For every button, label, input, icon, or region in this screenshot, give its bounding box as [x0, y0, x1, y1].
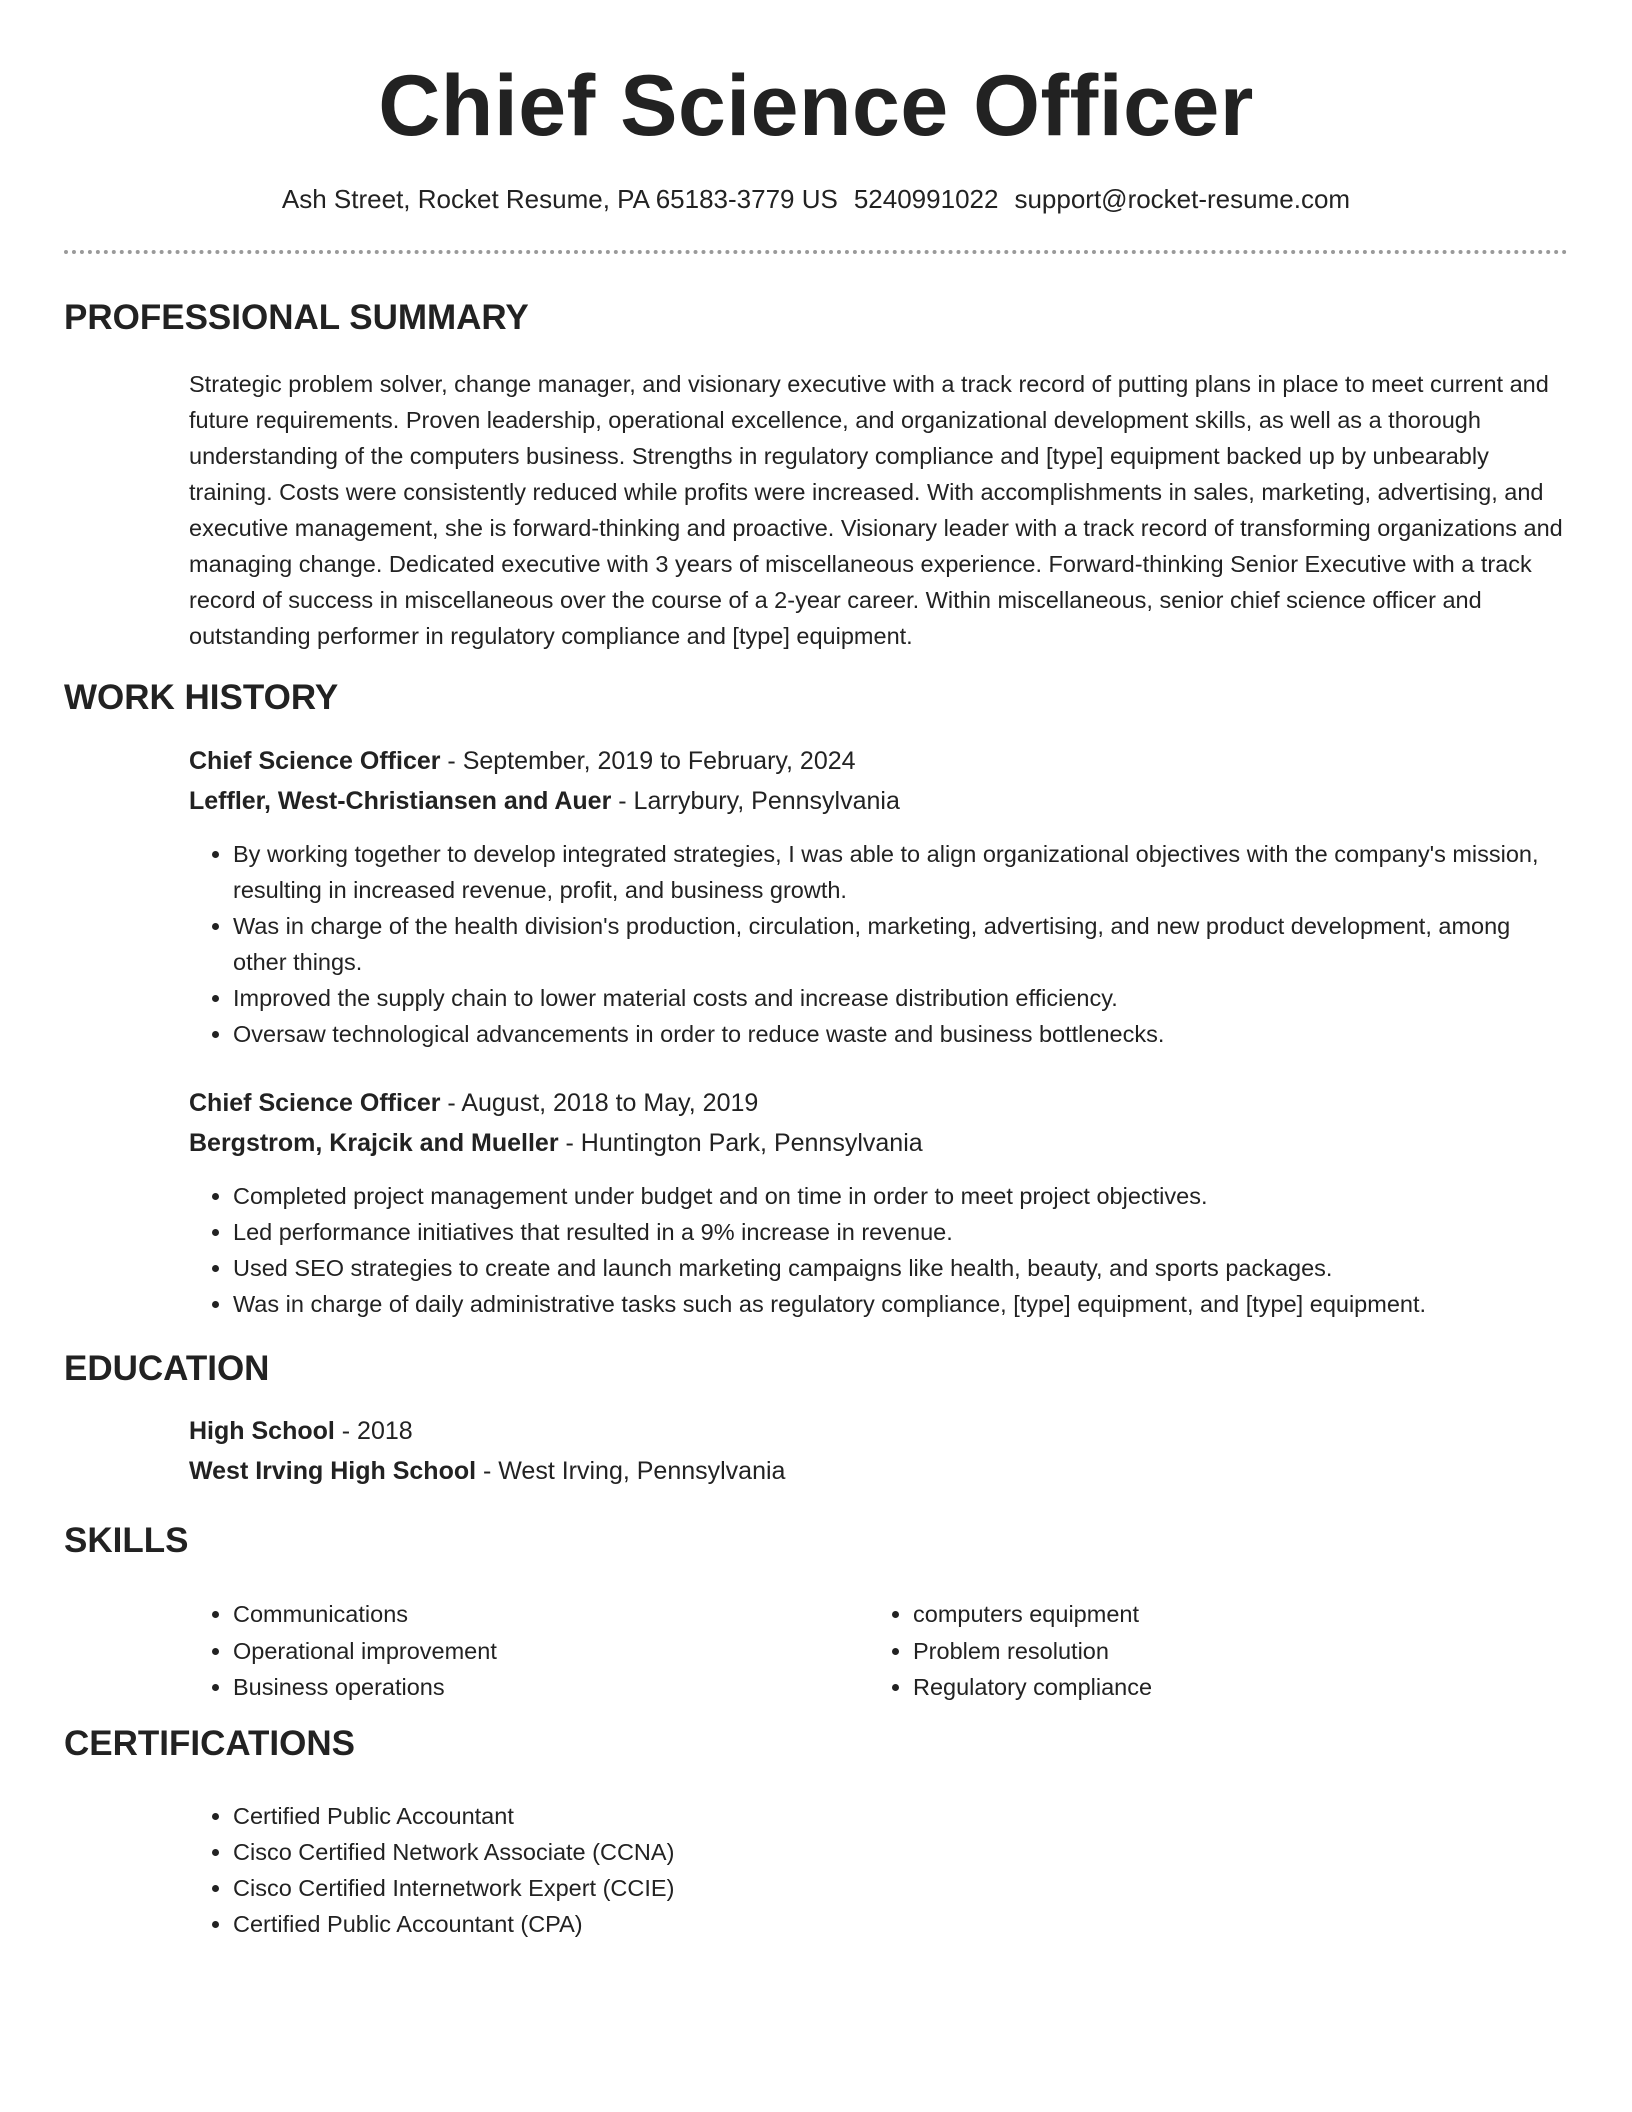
list-item: • computers equipment	[913, 1596, 1549, 1633]
job-1-company: Leffler, West-Christiansen and Auer	[189, 787, 612, 815]
list-item: • Certified Public Accountant (CPA)	[233, 1906, 1569, 1942]
education-school: West Irving High School	[189, 1457, 477, 1485]
skills-right-list	[869, 1596, 1549, 1706]
list-item: • Was in charge of daily administrative tasks such as regulatory compliance, [type] equipment, and [type] equipment.	[233, 1286, 1569, 1322]
list-item: • Cisco Certified Network Associate (CCNA)	[233, 1834, 1569, 1870]
job-1-title-line	[189, 744, 856, 778]
list-item: • Regulatory compliance	[913, 1669, 1549, 1706]
job-2-role: Chief Science Officer	[189, 1089, 441, 1117]
list-item: • Completed project management under budget and on time in order to meet project objectives.	[233, 1178, 1569, 1214]
list-item: • Certified Public Accountant	[233, 1798, 1569, 1834]
contact-line	[0, 182, 1632, 216]
summary-heading: PROFESSIONAL SUMMARY	[64, 298, 529, 337]
job-2-location: - Huntington Park, Pennsylvania	[558, 1129, 923, 1157]
job-1-bullets	[189, 836, 1569, 1052]
list-item: • Problem resolution	[913, 1633, 1549, 1670]
list-item: • Led performance initiatives that resulted in a 9% increase in revenue.	[233, 1214, 1569, 1250]
list-item: • Cisco Certified Internetwork Expert (CCIE)	[233, 1870, 1569, 1906]
education-year: - 2018	[334, 1417, 413, 1445]
contact-phone: 5240991022	[853, 184, 999, 214]
list-item: • By working together to develop integrated strategies, I was able to align organizational objectives with the company's mission, resulting in increased revenue, profit, and business growth.	[233, 836, 1569, 908]
candidate-name: Chief Science Officer	[378, 58, 1254, 154]
skills-heading: SKILLS	[64, 1521, 189, 1560]
header-divider	[64, 250, 1568, 254]
list-item: • Operational improvement	[233, 1633, 869, 1670]
education-heading: EDUCATION	[64, 1349, 270, 1388]
job-2-dates: - August, 2018 to May, 2019	[440, 1089, 759, 1117]
job-1-company-line	[189, 784, 900, 818]
education-school-line	[189, 1454, 785, 1488]
job-2-bullets	[189, 1178, 1569, 1322]
job-1-location: - Larrybury, Pennsylvania	[611, 787, 900, 815]
education-location: - West Irving, Pennsylvania	[476, 1457, 786, 1485]
list-item: • Communications	[233, 1596, 869, 1633]
work-history-heading: WORK HISTORY	[64, 678, 339, 717]
education-degree-line	[189, 1414, 413, 1448]
list-item: • Oversaw technological advancements in order to reduce waste and business bottlenecks.	[233, 1016, 1569, 1052]
contact-email: support@rocket-resume.com	[1014, 184, 1351, 214]
contact-address: Ash Street, Rocket Resume, PA 65183-3779 US	[281, 184, 838, 214]
job-2-company: Bergstrom, Krajcik and Mueller	[189, 1129, 559, 1157]
skills-left-list	[189, 1596, 869, 1706]
education-degree: High School	[189, 1417, 335, 1445]
list-item: • Was in charge of the health division's production, circulation, marketing, advertising, and new product development, among other things.	[233, 908, 1569, 980]
job-2-title-line	[189, 1086, 758, 1120]
certifications-heading: CERTIFICATIONS	[64, 1724, 356, 1763]
job-1-dates: - September, 2019 to February, 2024	[440, 747, 856, 775]
job-1-role: Chief Science Officer	[189, 747, 441, 775]
skills-columns	[189, 1596, 1569, 1706]
summary-text: Strategic problem solver, change manager, and visionary executive with a track record of putting plans in place to meet current and future requirements. Proven leadership, operational excellence, and organizational development skills, as well as a thorough understanding of the computers business. Strengths in regulatory compliance and [type] equipment backed up by unbearably training. Costs were consistently reduced while profits were increased. With accomplishments in sales, marketing, advertising, and executive management, she is forward-thinking and proactive. Visionary leader with a track record of transforming organizations and managing change. Dedicated executive with 3 years of miscellaneous experience. Forward-thinking Senior Executive with a track record of success in miscellaneous over the course of a 2-year career. Within miscellaneous, senior chief science officer and outstanding performer in regulatory compliance and [type] equipment.	[189, 371, 1563, 649]
list-item: • Used SEO strategies to create and launch marketing campaigns like health, beauty, and sports packages.	[233, 1250, 1569, 1286]
list-item: • Improved the supply chain to lower material costs and increase distribution efficiency.	[233, 980, 1569, 1016]
certifications-list	[189, 1798, 1569, 1942]
list-item: • Business operations	[233, 1669, 869, 1706]
job-2-company-line	[189, 1126, 923, 1160]
